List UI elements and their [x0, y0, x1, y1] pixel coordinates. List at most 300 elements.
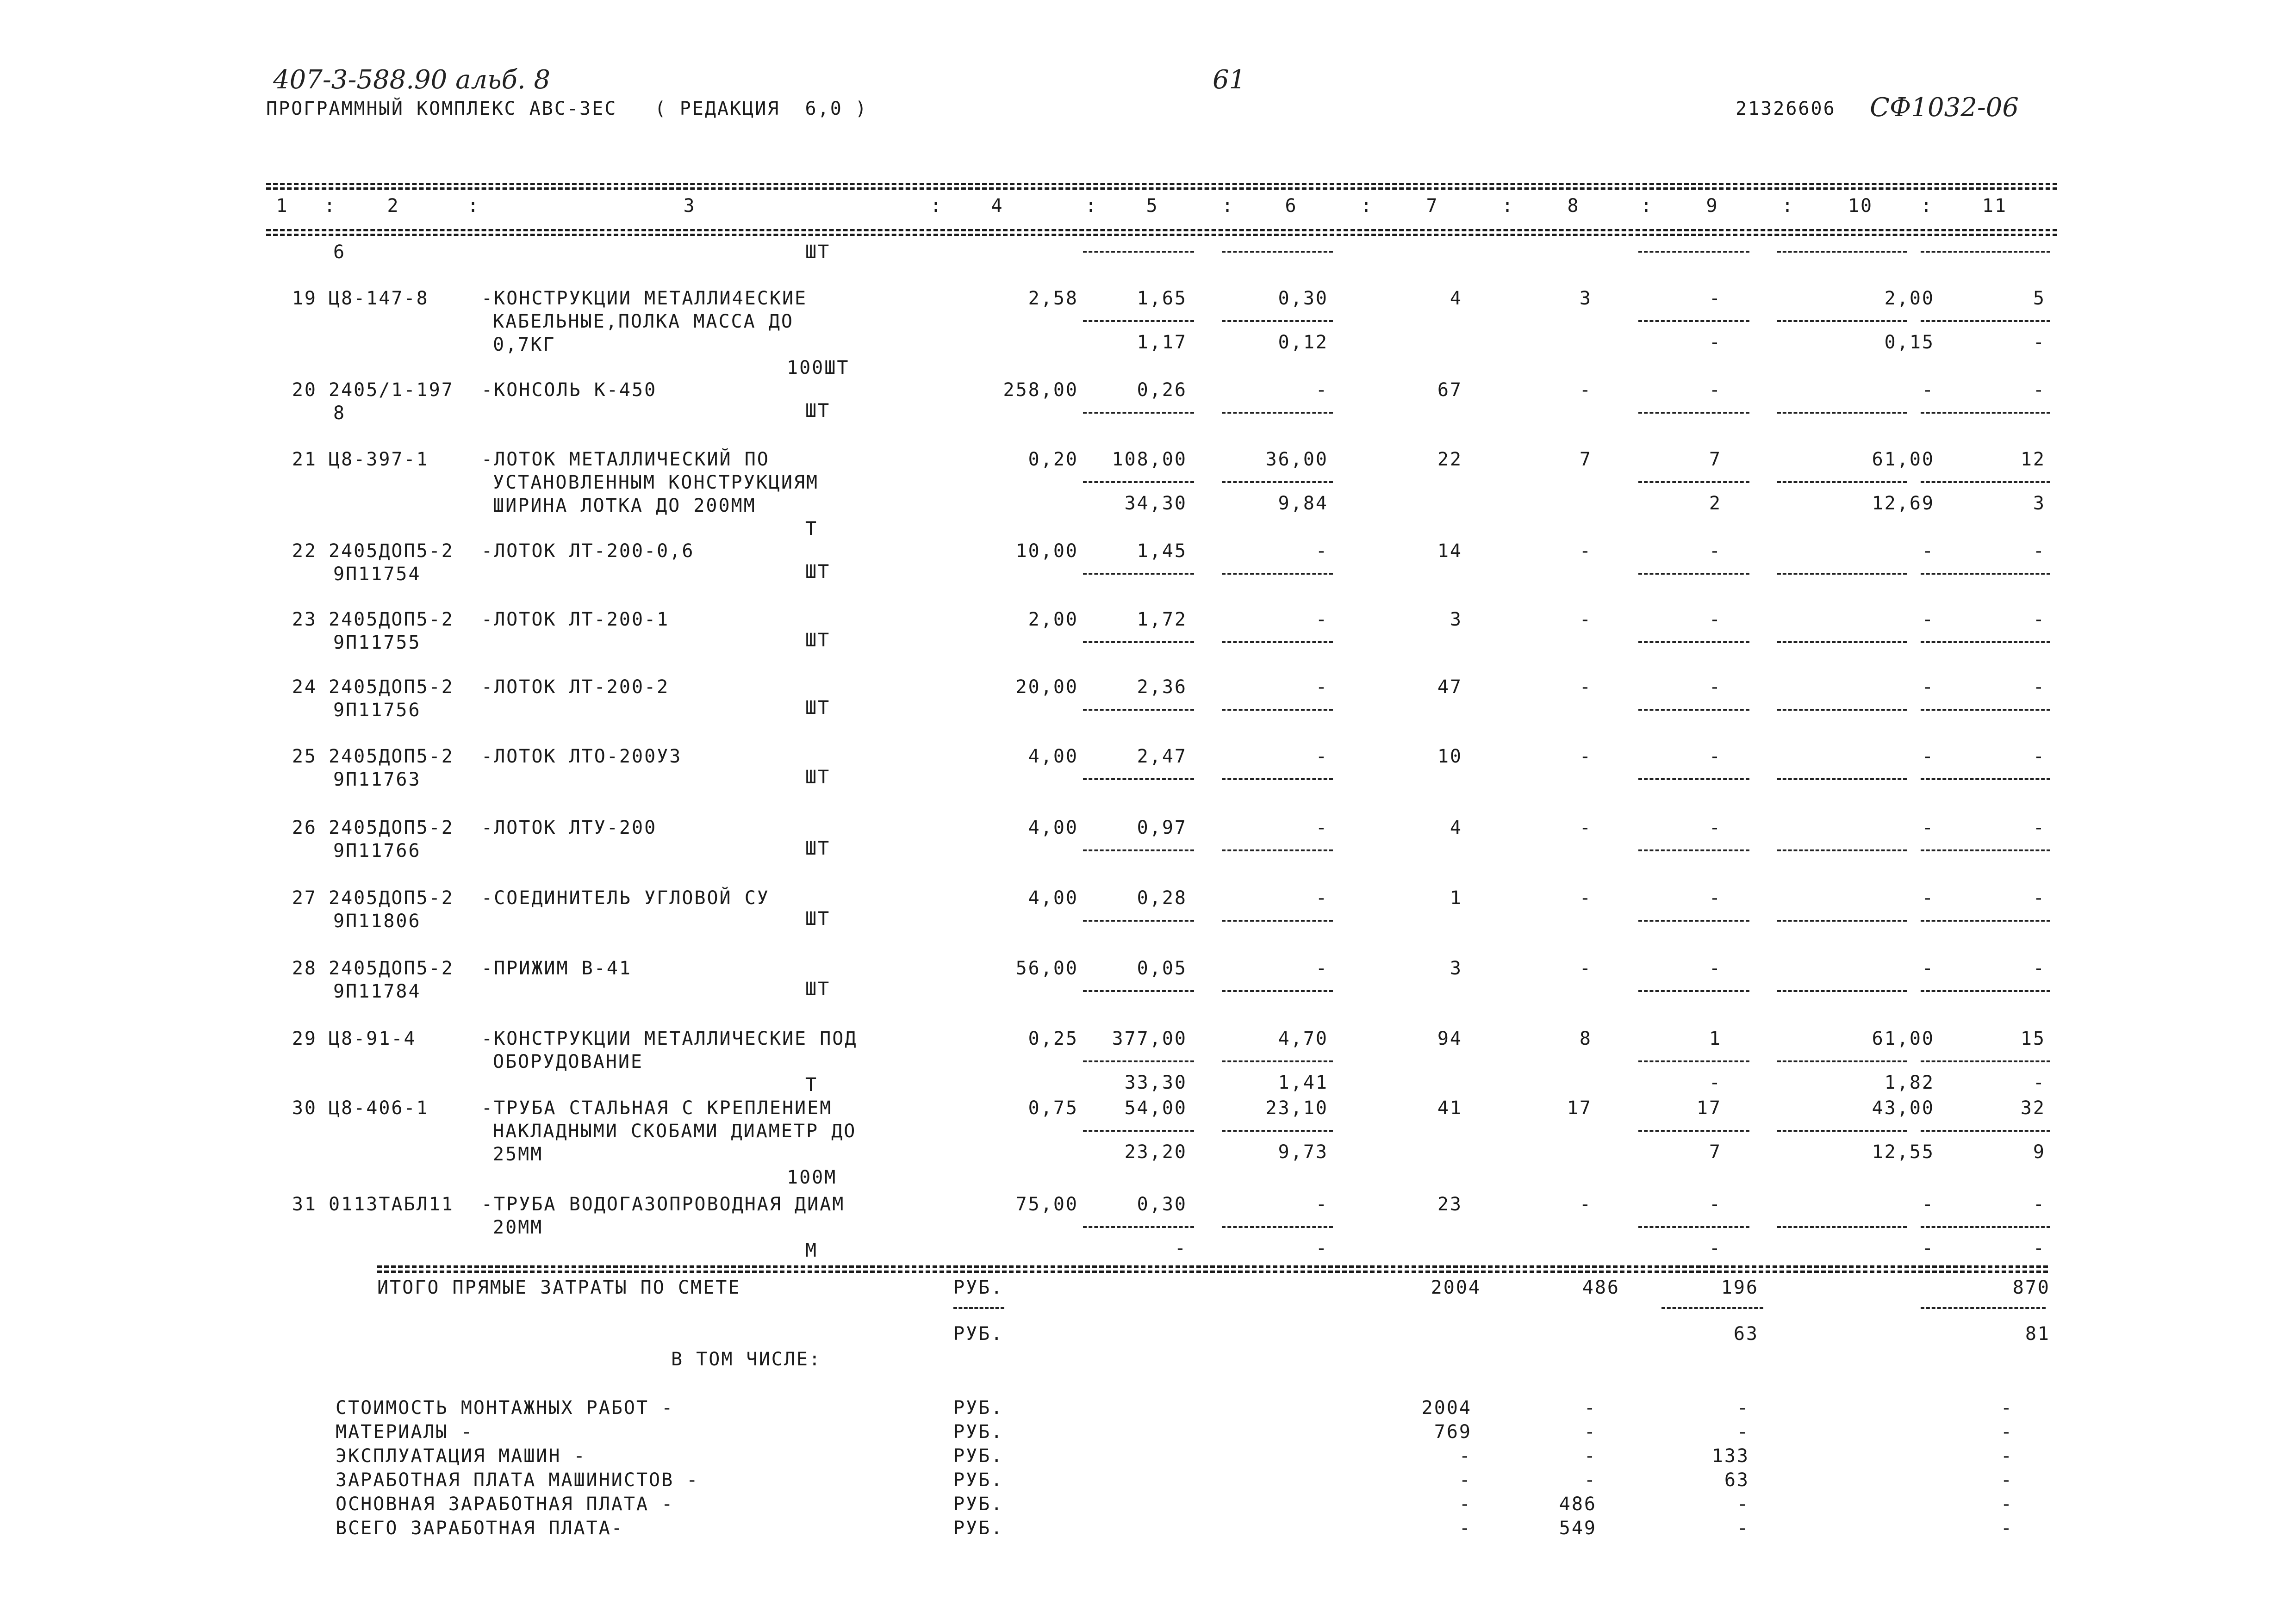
row-c4: 0,20 — [1028, 449, 1078, 470]
breakdown-col9: - — [1736, 1518, 1749, 1539]
cell-divider — [1638, 778, 1749, 780]
cell-divider — [1638, 573, 1749, 575]
row-unit: ШТ — [805, 400, 831, 421]
table-top-rule — [266, 183, 2057, 185]
row-c9: - — [1709, 817, 1722, 838]
cell-divider — [1083, 481, 1194, 483]
totals-col8: 486 — [1582, 1277, 1620, 1298]
cell-divider — [1083, 573, 1194, 575]
row-name-line: -ЛОТОК МЕТАЛЛИЧЕСКИЙ ПО — [481, 449, 770, 470]
row-c8: 17 — [1567, 1097, 1592, 1119]
row-c10-sub: 0,15 — [1884, 332, 1935, 353]
row-unit: ШТ — [805, 561, 831, 583]
row-unit: ШТ — [805, 767, 831, 788]
row-unit: М — [805, 1240, 818, 1261]
row-c9: 7 — [1709, 449, 1722, 470]
row-code-2: 9П11755 — [333, 632, 421, 653]
cell-divider — [1222, 1060, 1333, 1062]
row-unit: ШТ — [805, 242, 831, 263]
row-number: 20 — [292, 379, 317, 401]
row-c10: - — [1922, 676, 1935, 698]
row-c9-sub: - — [1709, 1072, 1722, 1093]
row-c4: 2,00 — [1028, 609, 1078, 630]
cell-divider — [1638, 990, 1749, 992]
row-c10: - — [1922, 958, 1935, 979]
row-number: 31 — [292, 1194, 317, 1215]
row-c10-sub: - — [1922, 1238, 1935, 1259]
breakdown-col7: 769 — [1434, 1421, 1472, 1443]
breakdown-currency: РУБ. — [953, 1469, 1004, 1491]
cell-divider — [1222, 920, 1333, 922]
row-c11: 15 — [2020, 1028, 2046, 1049]
row-number: 29 — [292, 1028, 317, 1049]
cell-divider — [1921, 251, 2050, 253]
row-code: 2405ДОП5-2 — [329, 609, 454, 630]
row-c6: - — [1315, 676, 1328, 698]
row-name-line: -ЛОТОК ЛТ-200-1 — [481, 609, 670, 630]
cell-divider — [1921, 573, 2050, 575]
row-c11: 12 — [2020, 449, 2046, 470]
row-name-line: УСТАНОВЛЕННЫМ КОНСТРУКЦИЯМ — [493, 472, 819, 493]
row-c5: 54,00 — [1124, 1097, 1187, 1119]
breakdown-currency: РУБ. — [953, 1518, 1004, 1539]
cell-divider — [1921, 1130, 2050, 1132]
row-code: 2405/1-197 — [329, 379, 454, 401]
row-c7: 47 — [1437, 676, 1462, 698]
row-c6: - — [1315, 379, 1328, 401]
row-c9-sub: - — [1709, 332, 1722, 353]
cell-divider — [1222, 251, 1333, 253]
column-separator: : — [930, 195, 943, 217]
totals-col11-sub: 81 — [2025, 1323, 2050, 1345]
row-c8: - — [1579, 676, 1592, 698]
row-c8: - — [1579, 540, 1592, 562]
breakdown-col7: 2004 — [1421, 1397, 1472, 1419]
column-header-3: 3 — [683, 195, 696, 217]
column-separator: : — [467, 195, 480, 217]
cell-divider — [1083, 709, 1194, 711]
row-unit: Т — [805, 1074, 818, 1096]
row-c8: - — [1579, 817, 1592, 838]
cell-divider — [1638, 251, 1749, 253]
row-c6: 0,30 — [1278, 288, 1328, 309]
cell-divider — [1921, 709, 2050, 711]
row-name-line: -ТРУБА СТАЛЬНАЯ С КРЕПЛЕНИЕМ — [481, 1097, 833, 1119]
row-c9: - — [1709, 958, 1722, 979]
row-c4: 75,00 — [1015, 1194, 1078, 1215]
cell-divider — [1222, 481, 1333, 483]
row-c7: 22 — [1437, 449, 1462, 470]
row-name-line: -СОЕДИНИТЕЛЬ УГЛОВОЙ СУ — [481, 887, 770, 909]
row-c5: 0,26 — [1137, 379, 1187, 401]
row-c10: 43,00 — [1872, 1097, 1935, 1119]
row-c5: 2,47 — [1137, 746, 1187, 767]
row-c11: 32 — [2020, 1097, 2046, 1119]
totals-currency: РУБ. — [953, 1277, 1004, 1298]
cell-divider — [1638, 320, 1749, 322]
cell-divider — [1083, 251, 1194, 253]
cell-divider — [1777, 1060, 1907, 1062]
cell-divider — [1777, 573, 1907, 575]
row-number: 27 — [292, 887, 317, 909]
totals-col7: 2004 — [1431, 1277, 1481, 1298]
row-code: Ц8-406-1 — [329, 1097, 429, 1119]
column-header-11: 11 — [1982, 195, 2008, 217]
row-code-2: 9П11763 — [333, 769, 421, 790]
cell-divider — [1638, 849, 1749, 851]
row-code: 2405ДОП5-2 — [329, 746, 454, 767]
row-c11: - — [2033, 746, 2046, 767]
row-c9: - — [1709, 1194, 1722, 1215]
breakdown-col8: - — [1584, 1445, 1597, 1467]
row-c11: - — [2033, 1194, 2046, 1215]
row-name-line: -КОНСТРУКЦИИ МЕТАЛЛИ4ЕСКИЕ — [481, 288, 808, 309]
row-c8: - — [1579, 1194, 1592, 1215]
row-c6: - — [1315, 540, 1328, 562]
row-code-2: 9П11766 — [333, 840, 421, 862]
breakdown-col11: - — [2000, 1397, 2013, 1419]
row-code: 2405ДОП5-2 — [329, 887, 454, 909]
cell-divider — [1222, 778, 1333, 780]
row-c10-sub: 1,82 — [1884, 1072, 1935, 1093]
row-c7: 3 — [1450, 958, 1462, 979]
row-code: 2405ДОП5-2 — [329, 958, 454, 979]
row-name-line: -ЛОТОК ЛТ-200-0,6 — [481, 540, 695, 562]
row-c4: 0,75 — [1028, 1097, 1078, 1119]
row-c10: 61,00 — [1872, 1028, 1935, 1049]
cell-divider — [1777, 990, 1907, 992]
row-name-line: ШИРИНА ЛОТКА ДО 200ММ — [493, 495, 756, 516]
cell-divider — [1777, 920, 1907, 922]
row-name-line: -ЛОТОК ЛТО-200У3 — [481, 746, 682, 767]
column-header-5: 5 — [1146, 195, 1159, 217]
row-number: 21 — [292, 449, 317, 470]
cell-divider — [1921, 920, 2050, 922]
row-c6-sub: - — [1315, 1238, 1328, 1259]
breakdown-col11: - — [2000, 1469, 2013, 1491]
row-c5-sub: 34,30 — [1124, 493, 1187, 514]
breakdown-col8: - — [1584, 1397, 1597, 1419]
row-c6: - — [1315, 1194, 1328, 1215]
row-c9: - — [1709, 887, 1722, 909]
breakdown-col8: - — [1584, 1421, 1597, 1443]
totals-rule — [377, 1265, 2048, 1268]
row-c10: - — [1922, 817, 1935, 838]
cell-divider — [1222, 990, 1333, 992]
breakdown-label: ВСЕГО ЗАРАБОТНАЯ ПЛАТА- — [336, 1518, 624, 1539]
row-number: 23 — [292, 609, 317, 630]
row-number: 24 — [292, 676, 317, 698]
row-c4: 0,25 — [1028, 1028, 1078, 1049]
row-c7: 23 — [1437, 1194, 1462, 1215]
row-code-2: 9П11806 — [333, 911, 421, 932]
row-code-2: 8 — [333, 403, 346, 424]
table-header-bottom-rule — [266, 229, 2057, 231]
row-c10: - — [1922, 746, 1935, 767]
cell-divider — [1222, 320, 1333, 322]
row-name-line: 20ММ — [493, 1217, 543, 1238]
row-c6-sub: 0,12 — [1278, 332, 1328, 353]
cell-divider — [1777, 320, 1907, 322]
row-c5-sub: 1,17 — [1137, 332, 1187, 353]
row-code: Ц8-147-8 — [329, 288, 429, 309]
cell-divider — [1777, 251, 1907, 253]
row-code: 2405ДОП5-2 — [329, 676, 454, 698]
column-header-7: 7 — [1426, 195, 1439, 217]
row-c9: - — [1709, 379, 1722, 401]
column-separator: : — [1361, 195, 1374, 217]
row-code: 2405ДОП5-2 — [329, 817, 454, 838]
breakdown-col9: 133 — [1711, 1445, 1749, 1467]
row-c7: 3 — [1450, 609, 1462, 630]
row-c10: 2,00 — [1884, 288, 1935, 309]
row-c9-sub: 7 — [1709, 1141, 1722, 1163]
row-code: 0113ТАБЛ11 — [329, 1194, 454, 1215]
cell-divider — [1777, 641, 1907, 643]
cell-divider — [1083, 1060, 1194, 1062]
breakdown-col8: - — [1584, 1469, 1597, 1491]
row-c5: 377,00 — [1112, 1028, 1187, 1049]
cell-divider — [1777, 1130, 1907, 1132]
row-c11-sub: - — [2033, 1238, 2046, 1259]
cell-divider — [1921, 778, 2050, 780]
row-code-2: 9П11756 — [333, 700, 421, 721]
column-header-8: 8 — [1567, 195, 1580, 217]
row-c11: - — [2033, 379, 2046, 401]
row-c4: 10,00 — [1015, 540, 1078, 562]
row-name-line: -ЛОТОК ЛТ-200-2 — [481, 676, 670, 698]
totals-col11: 870 — [2012, 1277, 2050, 1298]
row-c9: - — [1709, 676, 1722, 698]
row-c5: 0,05 — [1137, 958, 1187, 979]
cell-divider — [1083, 320, 1194, 322]
column-header-6: 6 — [1285, 195, 1298, 217]
row-name-line: -ТРУБА ВОДОГАЗОПРОВОДНАЯ ДИАМ — [481, 1194, 845, 1215]
row-c7: 10 — [1437, 746, 1462, 767]
row-c8: - — [1579, 379, 1592, 401]
totals-currency-2: РУБ. — [953, 1323, 1004, 1345]
row-c5: 0,28 — [1137, 887, 1187, 909]
row-name-line: ОБОРУДОВАНИЕ — [493, 1051, 643, 1072]
document-code-handwritten: СФ1032-06 — [1870, 93, 2019, 123]
row-c4: 2,58 — [1028, 288, 1078, 309]
row-c5: 0,30 — [1137, 1194, 1187, 1215]
breakdown-col11: - — [2000, 1421, 2013, 1443]
row-c11: - — [2033, 540, 2046, 562]
cell-divider — [1921, 320, 2050, 322]
row-c10: - — [1922, 609, 1935, 630]
table-header-bottom-rule-2 — [266, 234, 2057, 236]
row-c7: 67 — [1437, 379, 1462, 401]
row-c8: - — [1579, 958, 1592, 979]
row-c9: - — [1709, 609, 1722, 630]
row-c9: 1 — [1709, 1028, 1722, 1049]
row-code: 2405ДОП5-2 — [329, 540, 454, 562]
row-c9-sub: - — [1709, 1238, 1722, 1259]
row-c10: - — [1922, 887, 1935, 909]
totals-label: ИТОГО ПРЯМЫЕ ЗАТРАТЫ ПО СМЕТЕ — [377, 1277, 741, 1298]
row-c8: 3 — [1579, 288, 1592, 309]
row-c11-sub: 9 — [2033, 1141, 2046, 1163]
cell-divider — [1083, 412, 1194, 414]
breakdown-col8: 549 — [1559, 1518, 1597, 1539]
row-c7: 4 — [1450, 817, 1462, 838]
totals-col9: 196 — [1721, 1277, 1759, 1298]
cell-divider — [1638, 412, 1749, 414]
row-c11: 5 — [2033, 288, 2046, 309]
row-c4: 20,00 — [1015, 676, 1078, 698]
row-c8: 8 — [1579, 1028, 1592, 1049]
row-c6: 23,10 — [1265, 1097, 1328, 1119]
row-number: 28 — [292, 958, 317, 979]
row-unit: ШТ — [805, 838, 831, 859]
breakdown-currency: РУБ. — [953, 1397, 1004, 1419]
row-unit: 100ШТ — [787, 357, 850, 378]
row-code: 6 — [333, 242, 346, 263]
row-c5: 1,72 — [1137, 609, 1187, 630]
row-name-line: КАБЕЛЬНЫЕ,ПОЛКА МАССА ДО — [493, 311, 794, 332]
cell-divider — [1222, 1130, 1333, 1132]
row-number: 25 — [292, 746, 317, 767]
row-c9: - — [1709, 540, 1722, 562]
column-header-2: 2 — [387, 195, 400, 217]
document-reference: 407-3-588.90 альб. 8 — [273, 65, 551, 95]
cell-divider — [1083, 1226, 1194, 1228]
cell-divider — [1222, 641, 1333, 643]
cell-divider — [1777, 481, 1907, 483]
row-c7: 41 — [1437, 1097, 1462, 1119]
cell-divider — [1222, 1226, 1333, 1228]
breakdown-label: МАТЕРИАЛЫ - — [336, 1421, 473, 1443]
breakdown-currency: РУБ. — [953, 1445, 1004, 1467]
row-name-line: НАКЛАДНЫМИ СКОБАМИ ДИАМЕТР ДО — [493, 1121, 857, 1142]
row-c6-sub: 9,73 — [1278, 1141, 1328, 1163]
cell-divider — [1777, 778, 1907, 780]
row-c6: 4,70 — [1278, 1028, 1328, 1049]
row-c11: - — [2033, 609, 2046, 630]
breakdown-col9: - — [1736, 1494, 1749, 1515]
breakdown-label: ОСНОВНАЯ ЗАРАБОТНАЯ ПЛАТА - — [336, 1494, 674, 1515]
row-c9: - — [1709, 746, 1722, 767]
row-unit: ШТ — [805, 979, 831, 1000]
row-c10: - — [1922, 379, 1935, 401]
row-c10: - — [1922, 1194, 1935, 1215]
row-unit: Т — [805, 518, 818, 539]
column-separator: : — [1641, 195, 1654, 217]
row-c6-sub: 9,84 — [1278, 493, 1328, 514]
row-c8: - — [1579, 746, 1592, 767]
row-c9: - — [1709, 288, 1722, 309]
column-separator: : — [1782, 195, 1795, 217]
row-name-line: -ЛОТОК ЛТУ-200 — [481, 817, 657, 838]
row-c11: - — [2033, 887, 2046, 909]
cell-divider — [1921, 412, 2050, 414]
row-c8: - — [1579, 609, 1592, 630]
cell-divider — [1921, 849, 2050, 851]
table-top-rule-2 — [266, 187, 2057, 190]
row-c4: 56,00 — [1015, 958, 1078, 979]
cell-divider — [1083, 778, 1194, 780]
row-c5: 1,65 — [1137, 288, 1187, 309]
row-code: Ц8-91-4 — [329, 1028, 417, 1049]
breakdown-col9: - — [1736, 1421, 1749, 1443]
cell-divider — [1921, 990, 2050, 992]
breakdown-label: ЗАРАБОТНАЯ ПЛАТА МАШИНИСТОВ - — [336, 1469, 699, 1491]
row-c6: - — [1315, 609, 1328, 630]
row-c5-sub: 23,20 — [1124, 1141, 1187, 1163]
row-unit: ШТ — [805, 908, 831, 930]
row-name-line: -ПРИЖИМ В-41 — [481, 958, 632, 979]
breakdown-col7: - — [1459, 1518, 1472, 1539]
row-name-line: 25ММ — [493, 1144, 543, 1165]
breakdown-label: ЭКСПЛУАТАЦИЯ МАШИН - — [336, 1445, 586, 1467]
row-c8: 7 — [1579, 449, 1592, 470]
cell-divider — [1222, 709, 1333, 711]
cell-divider — [1638, 641, 1749, 643]
cell-divider — [1921, 481, 2050, 483]
row-c7: 4 — [1450, 288, 1462, 309]
row-c4: 4,00 — [1028, 887, 1078, 909]
breakdown-col9: 63 — [1724, 1469, 1749, 1491]
row-c8: - — [1579, 887, 1592, 909]
row-number: 22 — [292, 540, 317, 562]
row-unit: ШТ — [805, 697, 831, 719]
cell-divider — [1638, 1130, 1749, 1132]
cell-divider — [1921, 641, 2050, 643]
totals-divider-b — [1661, 1307, 1763, 1309]
row-name-line: -КОНСТРУКЦИИ МЕТАЛЛИЧЕСКИЕ ПОД — [481, 1028, 858, 1049]
breakdown-col11: - — [2000, 1518, 2013, 1539]
cell-divider — [1083, 641, 1194, 643]
row-c6: - — [1315, 958, 1328, 979]
row-c11: - — [2033, 676, 2046, 698]
cell-divider — [1083, 849, 1194, 851]
breakdown-col7: - — [1459, 1445, 1472, 1467]
page-number: 61 — [1213, 65, 1246, 95]
breakdown-col9: - — [1736, 1397, 1749, 1419]
cell-divider — [1777, 1226, 1907, 1228]
row-c9-sub: 2 — [1709, 493, 1722, 514]
row-c6: - — [1315, 887, 1328, 909]
breakdown-col8: 486 — [1559, 1494, 1597, 1515]
breakdown-col11: - — [2000, 1494, 2013, 1515]
cell-divider — [1777, 849, 1907, 851]
row-c5: 1,45 — [1137, 540, 1187, 562]
row-c4: 4,00 — [1028, 746, 1078, 767]
column-separator: : — [324, 195, 337, 217]
row-c10: 61,00 — [1872, 449, 1935, 470]
column-header-9: 9 — [1706, 195, 1719, 217]
row-c10-sub: 12,69 — [1872, 493, 1935, 514]
row-c5: 2,36 — [1137, 676, 1187, 698]
row-c6: 36,00 — [1265, 449, 1328, 470]
row-c6: - — [1315, 746, 1328, 767]
program-line: ПРОГРАММНЫЙ КОМПЛЕКС АВС-3ЕС ( РЕДАКЦИЯ 6,0 ) — [266, 98, 868, 119]
row-number: 19 — [292, 288, 317, 309]
row-c4: 4,00 — [1028, 817, 1078, 838]
column-header-4: 4 — [991, 195, 1004, 217]
column-separator: : — [1921, 195, 1934, 217]
row-c10: - — [1922, 540, 1935, 562]
row-unit: 100М — [787, 1167, 837, 1188]
row-c5: 108,00 — [1112, 449, 1187, 470]
document-code: 21326606 — [1736, 98, 1836, 119]
row-number: 30 — [292, 1097, 317, 1119]
row-c11-sub: - — [2033, 1072, 2046, 1093]
row-code-2: 9П11784 — [333, 981, 421, 1002]
column-header-1: 1 — [276, 195, 289, 217]
row-unit: ШТ — [805, 630, 831, 651]
